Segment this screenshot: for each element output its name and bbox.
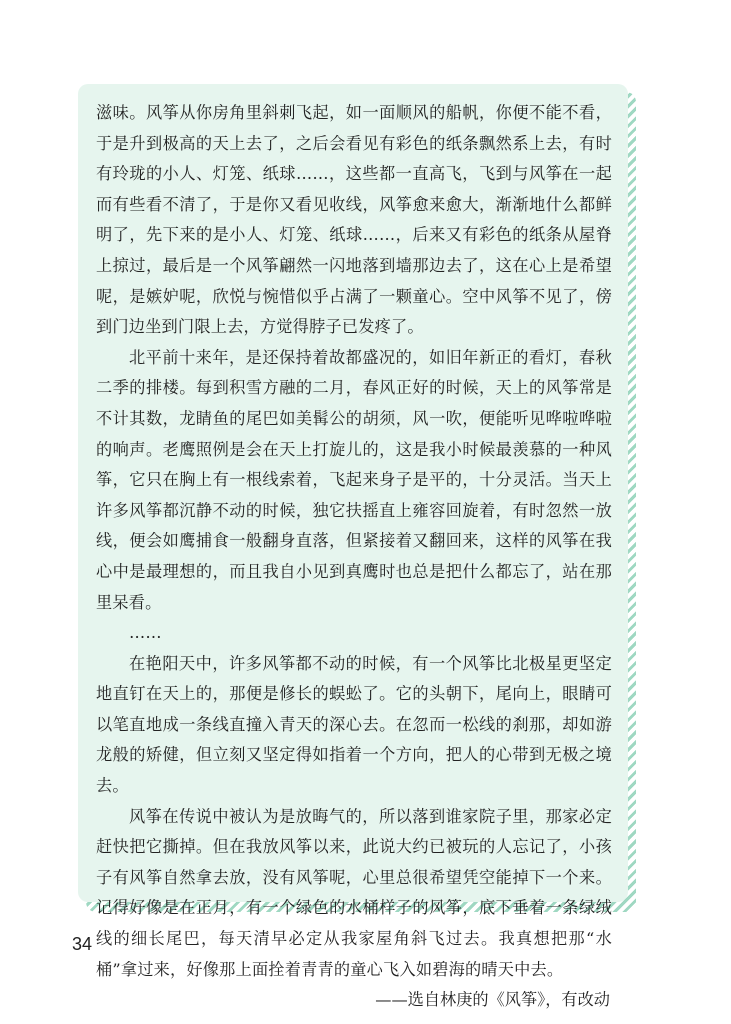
source-attribution: ——选自林庚的《风筝》，有改动 [375,990,610,1010]
paragraph-3: 在艳阳天中，许多风筝都不动的时候，有一个风筝比北极星更坚定地直钉在天上的，那便是修长的蜈蚣了。它的头朝下，尾向上，眼睛可以笔直地成一条线直撞入青天的深心去。在忽而一松线的刹那，却如游龙般的矫健，但立刻又坚定得如指着一个方向，把人的心带到无极之境去。 [96,653,612,796]
ellipsis-paragraph: …… [129,623,162,643]
paragraph-4: 风筝在传说中被认为是放晦气的，所以落到谁家院子里，那家必定赶快把它撕掉。但在我放风筝以来，此说大约已被玩的人忘记了，小孩子有风筝自然拿去放，没有风筝呢，心里总很希望凭空能掉下一个来。记得好像是在正月，有一个绿色的水桶样子的风筝，底下垂着一条绿绒线的细长尾巴，每天清早必定从我家屋角斜飞过去。我真想把那“水桶”拿过来，好像那上面拴着青青的童心飞入如碧海的晴天中去。 [96,806,612,979]
paragraph-2: 北平前十来年，是还保持着故都盛况的，如旧年新正的看灯，春秋二季的排楼。每到积雪方融的二月，春风正好的时候，天上的风筝常是不计其数，龙睛鱼的尾巴如美髯公的胡须，风一吹，便能听见哗啦哗啦的响声。老鹰照例是会在天上打旋儿的，这是我小时候最羡慕的一种风筝，它只在胸上有一根线索着，飞起来身子是平的，十分灵活。当天上许多风筝都沉静不动的时候，独它扶摇直上雍容回旋着，有时忽然一放线，便会如鹰捕食一般翻身直落，但紧接着又翻回来，这样的风筝在我心中是最理想的，而且我自小见到真鹰时也总是把什么都忘了，站在那里呆看。 [96,347,612,612]
page-number: 34 [72,934,93,954]
paragraph-1: 滋味。风筝从你房角里斜刺飞起，如一面顺风的船帆，你便不能不看，于是升到极高的天上去了，之后会看见有彩色的纸条飘然系上去，有时有玲珑的小人、灯笼、纸球……，这些都一直高飞，飞到与风筝在一起而有些看不清了，于是你又看见收线，风筝愈来愈大，渐渐地什么都鲜明了，先下来的是小人、灯笼、纸球……，后来又有彩色的纸条从屋脊上掠过，最后是一个风筝翩然一闪地落到墙那边去了，这在心上是希望呢，是嫉妒呢，欣悦与惋惜似乎占满了一颗童心。空中风筝不见了，傍到门边坐到门限上去，方觉得脖子已发疼了。 [96,103,612,337]
